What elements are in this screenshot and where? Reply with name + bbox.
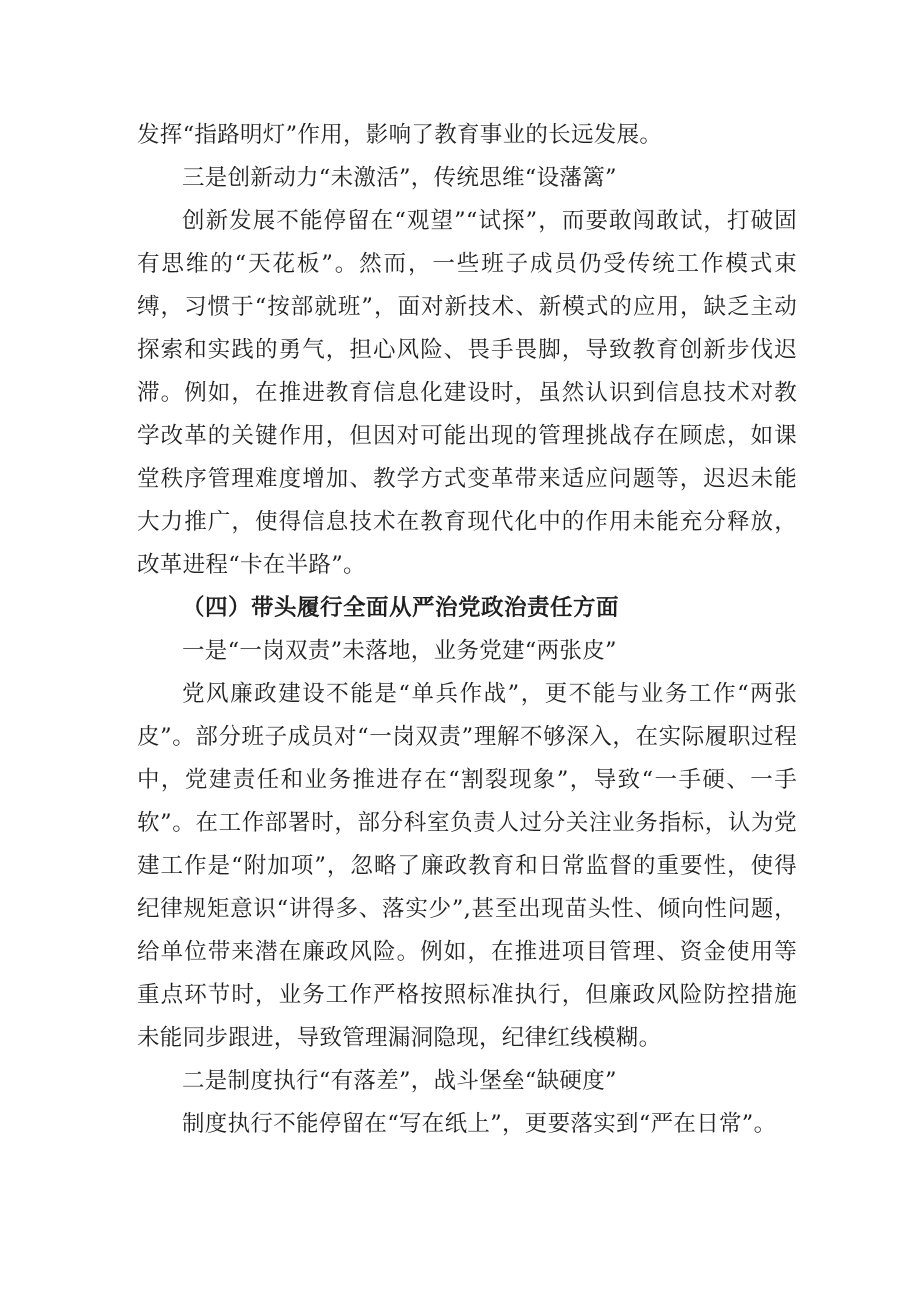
paragraph-dual-responsibility: 党风廉政建设不能是“单兵作战”，更不能与业务工作“两张皮”。部分班子成员对“一岗双责”理解不够深入，在实际履职过程中，党建责任和业务推进存在“割裂现象”，导致“一手硬、一手软”。在工作部署时，部分科室负责人过分关注业务指标，认为党建工作是“附加项”，忽略了廉政教育和日常监督的重要性，使得纪律规矩意识“讲得多、落实少”,甚至出现苗头性、倾向性问题，给单位带来潜在廉政风险。例如，在推进项目管理、资金使用等重点环节时，业务工作严格按照标准执行，但廉政风险防控措施未能同步跟进，导致管理漏洞隐现，纪律红线模糊。 — [137, 681, 797, 1051]
document-body — [137, 114, 797, 1146]
section-heading-four: （四）带头履行全面从严治党政治责任方面 — [182, 595, 620, 621]
sub-heading-institution: 二是制度执行“有落差”，战斗堡垒“缺硬度” — [182, 1068, 617, 1094]
paragraph-institution: 制度执行不能停留在“写在纸上”，更要落实到“严在日常”。 — [182, 1111, 777, 1137]
paragraph-continued: 发挥“指路明灯”作用，影响了教育事业的长远发展。 — [137, 122, 663, 148]
paragraph-innovation: 创新发展不能停留在“观望”“试探”，而要敢闯敢试，打破固有思维的“天花板”。然而，一些班子成员仍受传统工作模式束缚，习惯于“按部就班”，面对新技术、新模式的应用，缺乏主动探索和实践的勇气，担心风险、畏手畏脚，导致教育创新步伐迟滞。例如，在推进教育信息化建设时，虽然认识到信息技术对教学改革的关键作用，但因对可能出现的管理挑战存在顾虑，如课堂秩序管理难度增加、教学方式变革带来适应问题等，迟迟未能大力推广，使得信息技术在教育现代化中的作用未能充分释放，改革进程“卡在半路”。 — [137, 208, 797, 578]
sub-heading-innovation: 三是创新动力“未激活”，传统思维“设藩篱” — [182, 165, 617, 191]
sub-heading-dual-responsibility: 一是“一岗双责”未落地，业务党建“两张皮” — [182, 638, 617, 664]
